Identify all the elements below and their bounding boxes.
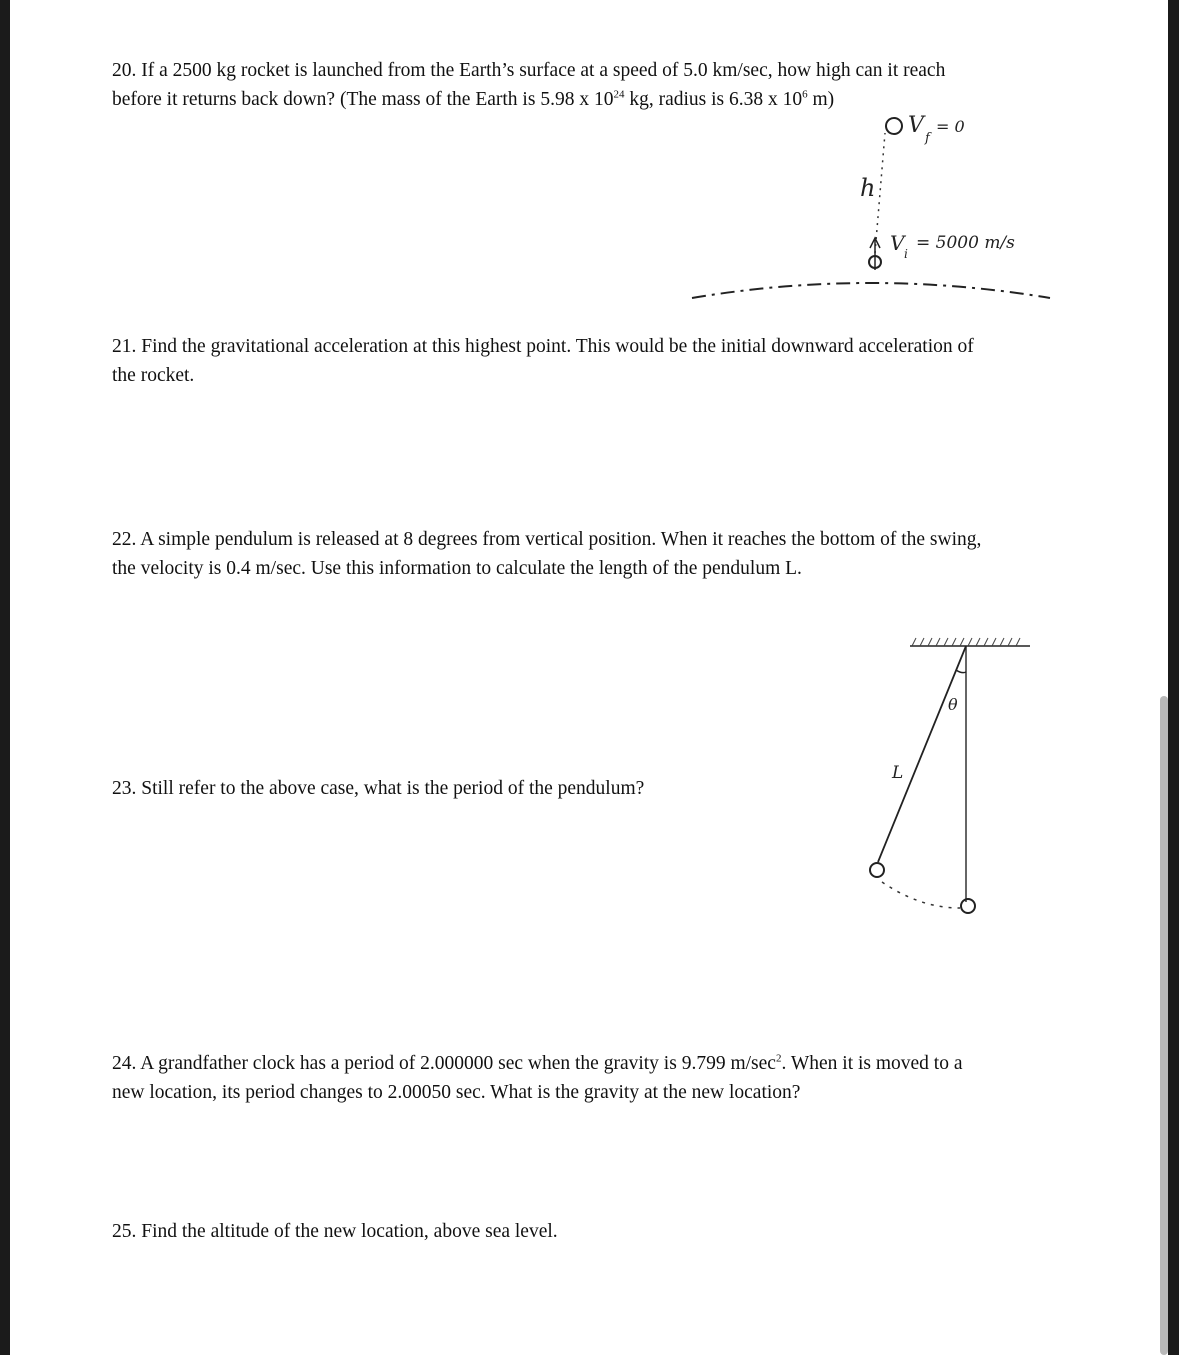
initial-velocity-subscript: i bbox=[904, 247, 908, 261]
question-number: 20. bbox=[112, 60, 137, 81]
question-text: A grandfather clock has a period of 2.000000 sec when the gravity is 9.799 m/sec bbox=[140, 1053, 776, 1074]
document-page bbox=[10, 0, 1168, 1355]
question-21: 21. Find the gravitational acceleration at this highest point. This would be the initial downward acceleration of the rocket. bbox=[112, 336, 974, 386]
rocket-diagram bbox=[680, 108, 1080, 308]
angle-label: θ bbox=[948, 695, 958, 714]
swing-path bbox=[882, 882, 960, 908]
question-text: Still refer to the above case, what is the period of the pendulum? bbox=[141, 778, 645, 799]
final-velocity-subscript: f bbox=[925, 131, 930, 146]
question-number: 22. bbox=[112, 529, 137, 550]
question-text: A simple pendulum is released at 8 degrees from vertical position. When it reaches the bottom of the swing, bbox=[140, 529, 982, 550]
trajectory-line bbox=[875, 133, 885, 253]
vertical-scrollbar[interactable] bbox=[1160, 696, 1168, 1355]
question-20: 20. If a 2500 kg rocket is launched from the Earth’s surface at a speed of 5.0 km/sec, how high can it reach before it returns back down? (The mass of the Earth is 5.98 x $10^{24}$ kg, radius is 6.38 x $10^6$ m) bbox=[112, 60, 946, 110]
pendulum-bob-bottom bbox=[961, 899, 975, 913]
question-24: 24. A grandfather clock has a period of 2.000000 sec when the gravity is 9.799 $m/\sec^2$. When it is moved to a new location, its period changes to 2.00050 sec. What is the gravity at the new location? bbox=[112, 1052, 963, 1103]
height-label: h bbox=[860, 174, 876, 202]
initial-velocity-value: = 5000 m/s bbox=[916, 233, 1015, 253]
final-velocity-value: = 0 bbox=[936, 117, 965, 136]
angle-arc bbox=[956, 670, 966, 673]
question-text: If a 2500 kg rocket is launched from the Earth’s surface at a speed of 5.0 km/sec, how high can it reach bbox=[141, 60, 946, 81]
question-number: 25. bbox=[112, 1221, 137, 1242]
rocket-peak-circle bbox=[886, 118, 902, 134]
final-velocity-label: V bbox=[908, 113, 924, 138]
question-22: 22. A simple pendulum is released at 8 degrees from vertical position. When it reaches the bottom of the swing, the velocity is 0.4 m/sec. Use this information to calculate the length of the pendulum L. bbox=[112, 529, 982, 579]
question-number: 21. bbox=[112, 336, 137, 357]
initial-velocity-label: V bbox=[890, 231, 905, 255]
length-label: L bbox=[892, 763, 904, 783]
earth-surface-arc bbox=[692, 283, 1050, 298]
pendulum-bob-released bbox=[870, 863, 884, 877]
question-25 bbox=[112, 1217, 1072, 1246]
question-number: 23. bbox=[112, 778, 137, 799]
ceiling-hatch bbox=[912, 638, 1020, 646]
pendulum-string bbox=[878, 646, 966, 862]
question-text: Find the gravitational acceleration at this highest point. This would be the initial downward acceleration of bbox=[141, 336, 974, 357]
question-23 bbox=[112, 774, 1072, 803]
question-number: 24. bbox=[112, 1053, 137, 1074]
question-text: Find the altitude of the new location, above sea level. bbox=[141, 1221, 558, 1242]
